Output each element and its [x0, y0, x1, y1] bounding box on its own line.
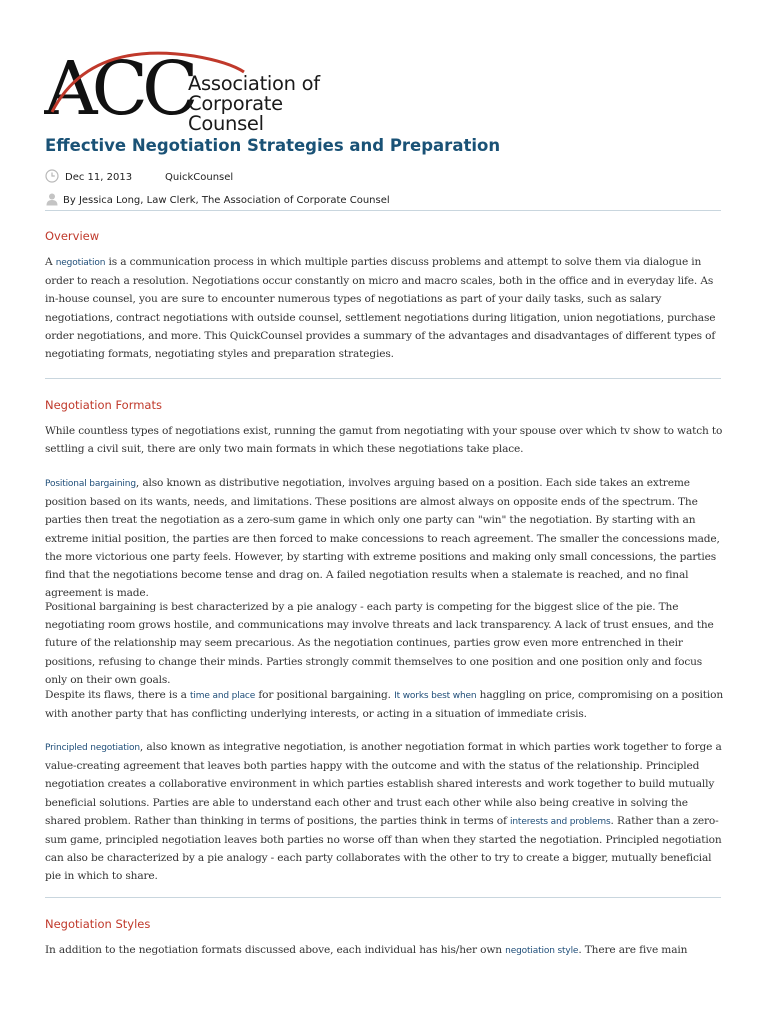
text-run: Despite its flaws, there is a [45, 689, 191, 701]
text-run: haggling on price, compromising on a position with another party that has conflicting underlying interests, or acting in a situation of immediate crisis. [45, 689, 723, 721]
divider [45, 210, 721, 211]
positional-bargaining-link[interactable]: Positional bargaining [45, 479, 136, 489]
principled-negotiation-link[interactable]: Principled negotiation [45, 743, 140, 753]
clock-icon [45, 169, 59, 183]
text-run: is a communication process in which multiple parties discuss problems and attempt to solve them via dialogue in order to reach a resolution. Negotiations occur constantly on micro and macro scales, both in the office and in everyday life. As in-house counsel, you are sure to encounter numerous types of negotiations as part of your daily tasks, such as salary negotiations, contract negotiations with outside counsel, settlement negotiations during litigation, union negotiations, purchase order negotiations, and more. This QuickCounsel provides a summary of the advantages and disadvantages of different types of negotiating formats, negotiating styles and preparation strategies. [45, 256, 716, 361]
works-best-when-link[interactable]: It works best when [394, 691, 477, 701]
styles-paragraph-1 [45, 941, 725, 960]
article-author: By Jessica Long, Law Clerk, The Association of Corporate Counsel [63, 195, 390, 206]
formats-paragraph-4 [45, 686, 725, 723]
section-heading-styles: Negotiation Styles [45, 917, 151, 931]
interests-and-problems-link[interactable]: interests and problems [510, 816, 611, 827]
text-run: , also known as distributive negotiation, involves arguing based on a position. Each side takes an extreme position based on its wants, needs, and limitations. These positions are almost always on opposite ends of the spectrum. The parties then treat the negotiation as a zero-sum game in which only one party can "win" the negotiation. By starting with an extreme initial position, the parties are then forced to make concessions to reach agreement. The smaller the concessions made, the more victorious one party feels. However, by starting with extreme positions and making only small concessions, the parties find that the negotiations become tense and drag on. A failed negotiation results when a stalemate is reached, and no final agreement is made. [45, 477, 720, 600]
section-heading-formats: Negotiation Formats [45, 398, 162, 412]
person-icon [45, 192, 59, 206]
divider [45, 378, 721, 379]
logo-line-2: Corporate Counsel [188, 92, 283, 135]
article-type: QuickCounsel [165, 172, 234, 183]
article-date: Dec 11, 2013 [65, 172, 133, 183]
formats-paragraph-2 [45, 474, 725, 602]
formats-paragraph-5 [45, 738, 725, 886]
negotiation-style-link[interactable]: negotiation style [505, 946, 579, 956]
formats-paragraph-3: Positional bargaining is best characterized by a pie analogy - each party is competing for the biggest slice of the pie. The negotiating room grows hostile, and communications may involve threats and lack transparency. A lack of trust ensues, and the future of the relationship may seem precarious. As the negotiation continues, parties grow even more entrenched in their positions, refusing to change their minds. Parties strongly commit themselves to one position and one position only and focus only on their own goals. [45, 601, 714, 686]
article-title: Effective Negotiation Strategies and Preparation [45, 136, 501, 155]
overview-paragraph [45, 253, 725, 363]
logo-line-1: Association of [188, 72, 320, 95]
text-run: A [45, 256, 56, 268]
text-run: for positional bargaining. [255, 689, 395, 701]
text-run: . There are five main [578, 944, 688, 956]
text-run: . Rather than a zero-sum game, principled negotiation leaves both parties no worse off than when they started the negotiation. Principled negotiation can also be characterized by a pie analogy - each party collaborates with the other to try to create a bigger, mutually beneficial pie in which to share. [45, 814, 722, 883]
time-and-place-link[interactable]: time and place [190, 691, 256, 701]
section-heading-overview: Overview [45, 229, 100, 243]
text-run: , also known as integrative negotiation, is another negotiation format in which parties work together to forge a value-creating agreement that leaves both parties happy with the outcome and with the status of the relationship. Principled negotiation creates a collaborative environment in which parties establish shared interests and work together to build mutually beneficial solutions. Parties are able to understand each other and trust each other while also being creative in solving the shared problem. Rather than thinking in terms of positions, the parties think in terms of [45, 741, 722, 827]
text-run: In addition to the negotiation formats discussed above, each individual has his/her own [45, 944, 506, 956]
negotiation-link[interactable]: negotiation [55, 258, 106, 268]
logo-letters: ACC [44, 46, 193, 124]
formats-paragraph-1: While countless types of negotiations exist, running the gamut from negotiating with your spouse over which tv show to watch to settling a civil suit, there are only two main formats in which these negotiations take place. [45, 425, 723, 456]
divider [45, 897, 721, 898]
logo-wordmark [188, 74, 358, 134]
